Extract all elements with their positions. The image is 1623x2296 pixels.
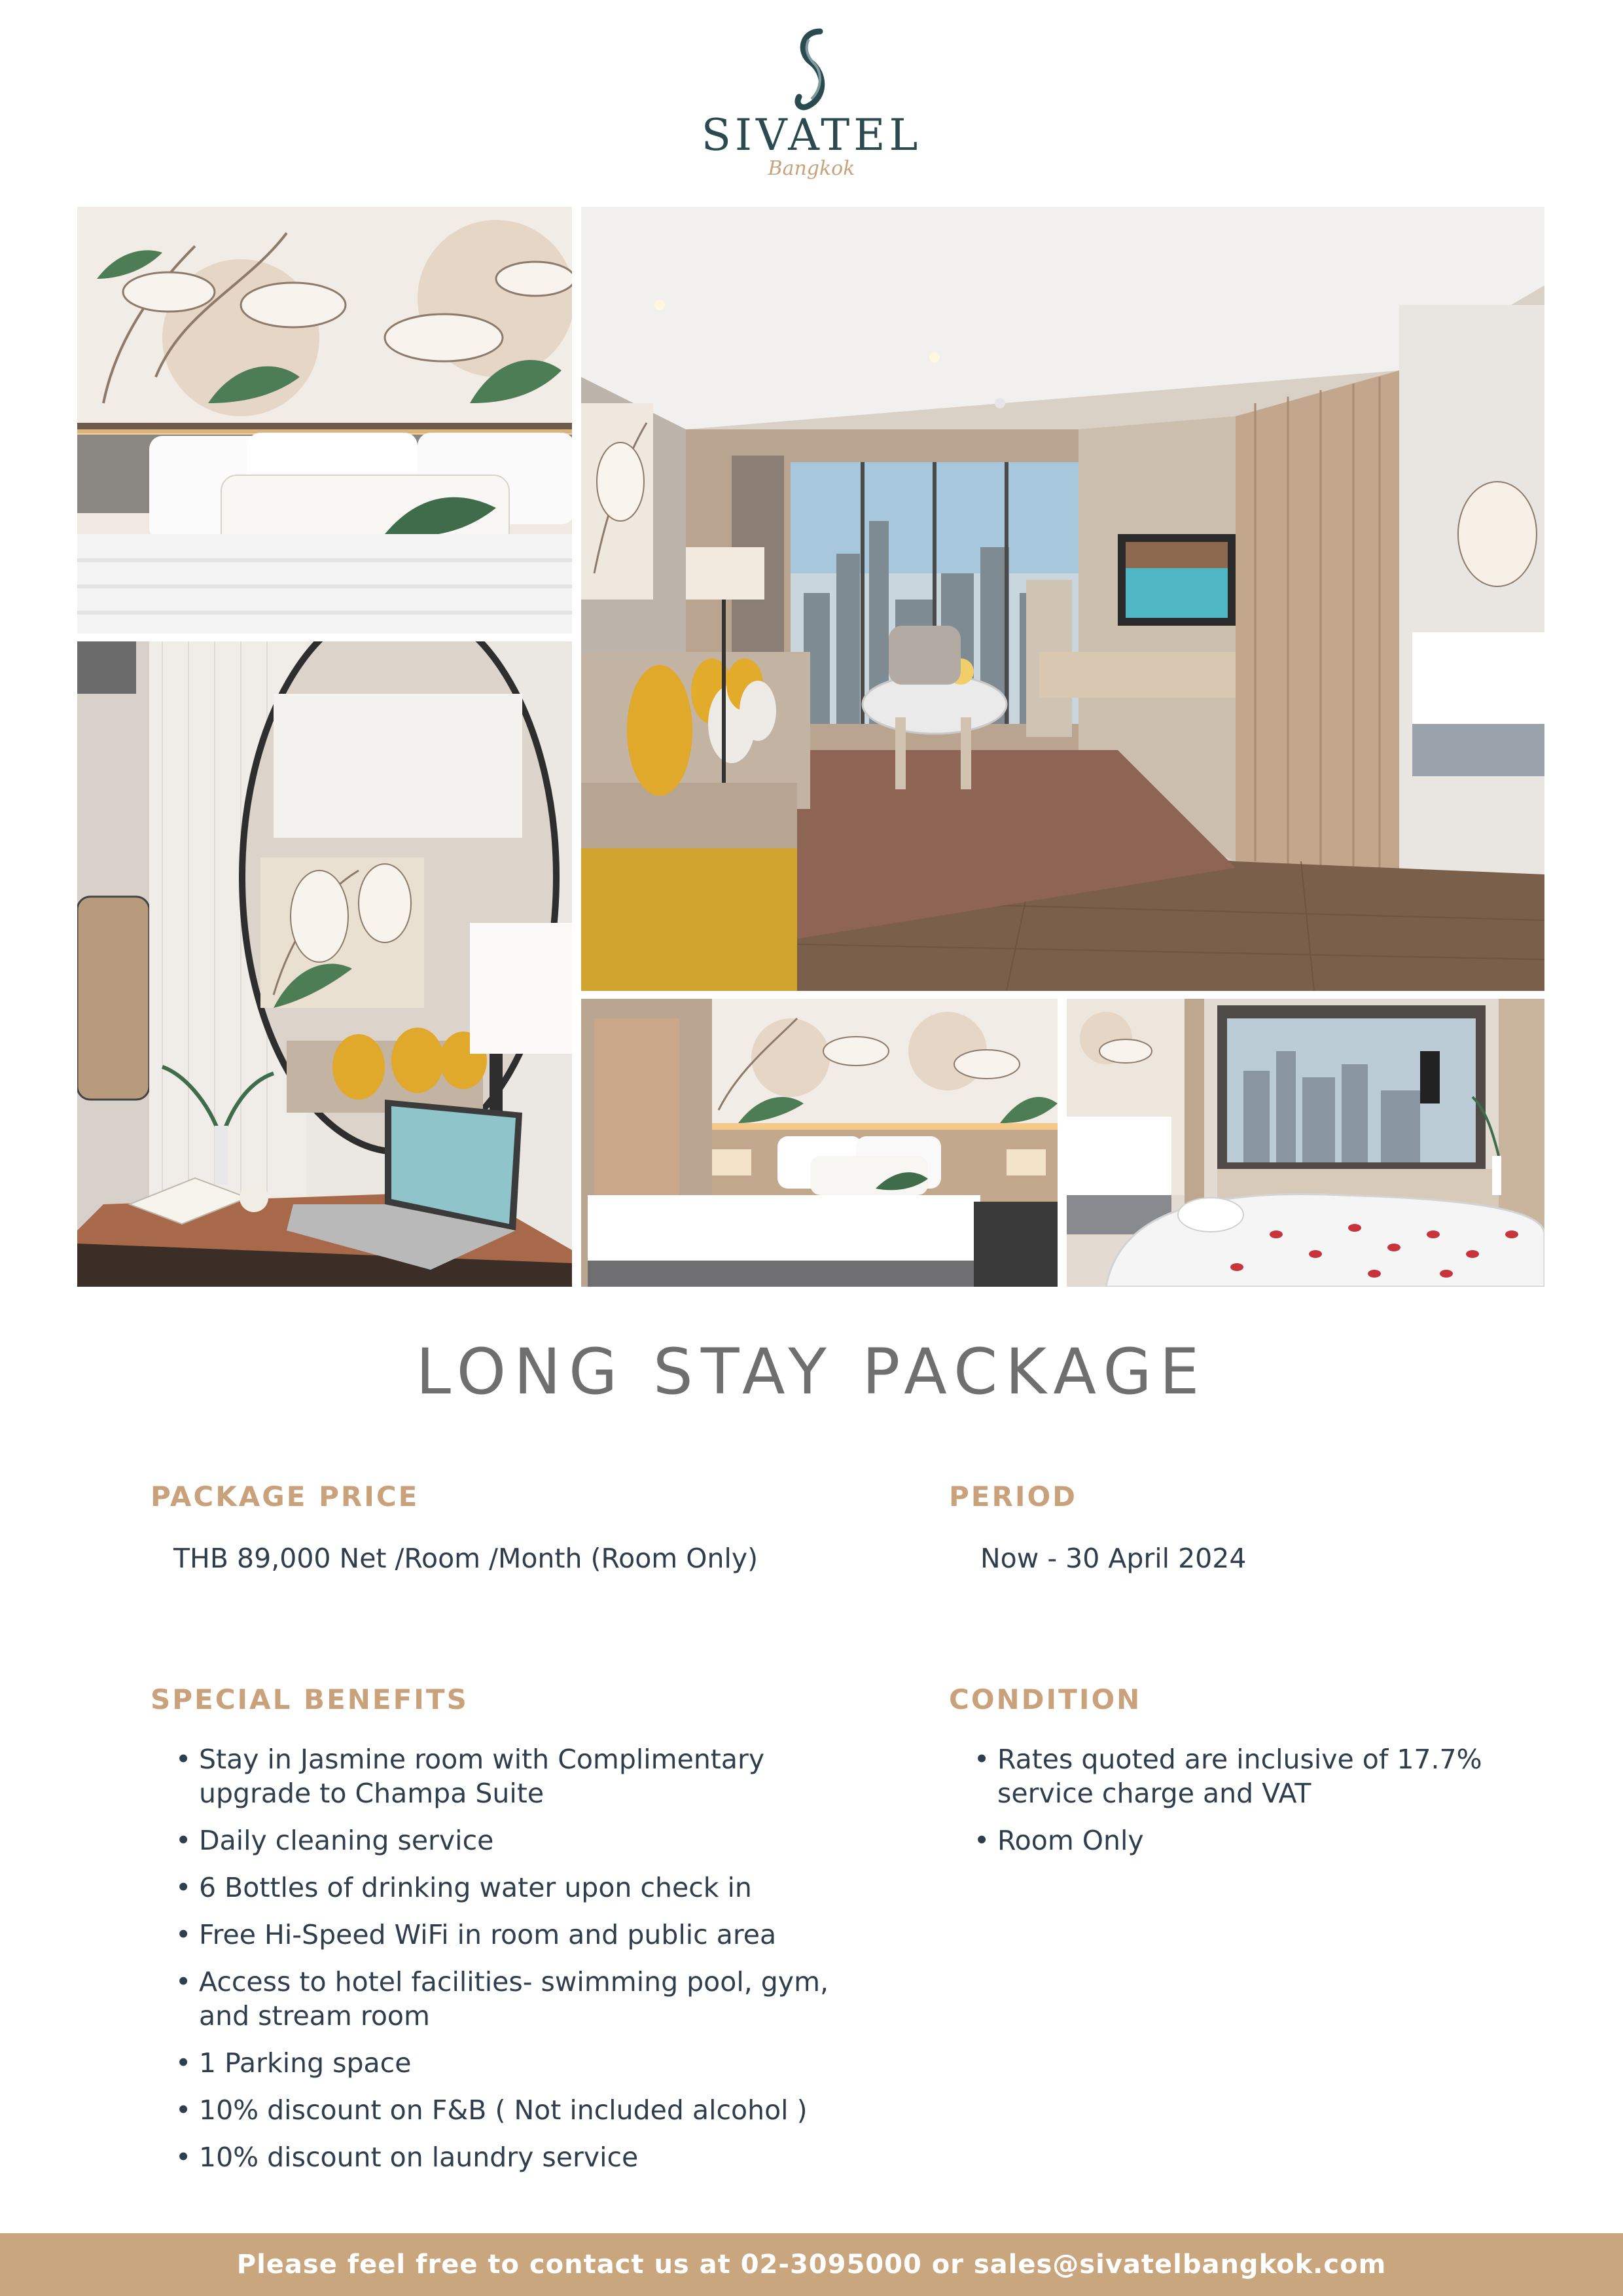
package-price-value: THB 89,000 Net /Room /Month (Room Only) <box>173 1543 758 1574</box>
benefit-item: • Stay in Jasmine room with Complimentary upgrade to Champa Suite <box>175 1742 830 1810</box>
period-value: Now - 30 April 2024 <box>980 1543 1247 1574</box>
logo-mark-icon <box>789 26 834 111</box>
photo-jacuzzi <box>1067 999 1544 1287</box>
photo-mirror-desk <box>77 641 572 1287</box>
condition-heading: CONDITION <box>949 1683 1142 1715</box>
jacuzzi-image <box>1067 999 1544 1287</box>
special-benefits-list <box>175 1742 830 2187</box>
suite-living-room-image <box>581 207 1544 991</box>
benefit-item: • 6 Bottles of drinking water upon check in <box>175 1871 830 1905</box>
bedroom-headboard-image <box>77 207 572 634</box>
photo-living-room <box>581 207 1544 991</box>
period-heading: PERIOD <box>949 1480 1078 1513</box>
condition-list <box>974 1742 1510 1871</box>
photo-bedroom <box>581 999 1058 1287</box>
package-title: LONG STAY PACKAGE <box>416 1335 1207 1408</box>
benefit-item: • 10% discount on laundry service <box>175 2140 830 2174</box>
package-price-heading: PACKAGE PRICE <box>151 1480 419 1513</box>
hotel-logo <box>681 26 942 190</box>
photo-headboard-pillows <box>77 207 572 634</box>
logo-brand-name: SIVATEL <box>701 110 922 160</box>
contact-footer-bar <box>0 2233 1623 2296</box>
benefit-item: • 1 Parking space <box>175 2046 830 2080</box>
benefit-item: • 10% discount on F&B ( Not included alcohol ) <box>175 2093 830 2127</box>
condition-item: • Room Only <box>974 1823 1510 1857</box>
benefit-item: • Access to hotel facilities- swimming pool, gym, and stream room <box>175 1965 830 2033</box>
mirror-desk-image <box>77 641 572 1287</box>
logo-city-name: Bangkok <box>768 157 855 180</box>
contact-footer-text: Please feel free to contact us at 02-3095000 or sales@sivatelbangkok.com <box>236 2250 1387 2280</box>
bedroom-image <box>581 999 1058 1287</box>
special-benefits-heading: SPECIAL BENEFITS <box>151 1683 469 1715</box>
condition-item: • Rates quoted are inclusive of 17.7% service charge and VAT <box>974 1742 1510 1810</box>
benefit-item: • Daily cleaning service <box>175 1823 830 1857</box>
benefit-item: • Free Hi-Speed WiFi in room and public area <box>175 1918 830 1952</box>
